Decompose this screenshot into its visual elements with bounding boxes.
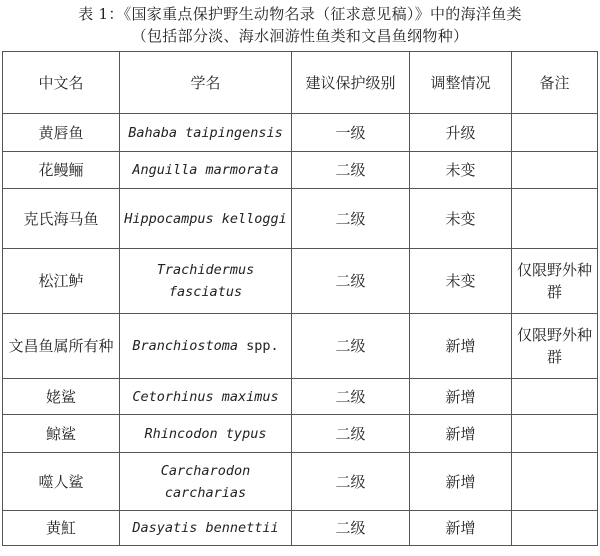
- remarks-cell: [512, 379, 598, 415]
- chinese-name-cell: 松江鲈: [3, 249, 120, 314]
- header-protection-level: 建议保护级别: [292, 52, 410, 114]
- scientific-name-cell: Cetorhinus maximus: [120, 379, 292, 415]
- table-row: [3, 189, 598, 249]
- remarks-cell: 仅限野外种群: [512, 249, 598, 314]
- table-caption-title: 表 1：《国家重点保护野生动物名录（征求意见稿）》中的海洋鱼类: [78, 5, 522, 23]
- protection-level-cell: 二级: [292, 415, 410, 453]
- adjustment-cell: 未变: [410, 189, 512, 249]
- protection-level-cell: 二级: [292, 189, 410, 249]
- table-row: [3, 415, 598, 453]
- table-caption-subtitle: （包括部分淡、海水洄游性鱼类和文昌鱼纲物种）: [131, 27, 469, 45]
- chinese-name-cell: 文昌鱼属所有种: [3, 314, 120, 379]
- chinese-name-cell: 克氏海马鱼: [3, 189, 120, 249]
- adjustment-cell: 新增: [410, 314, 512, 379]
- chinese-name-cell: 黄唇鱼: [3, 114, 120, 152]
- table-row: [3, 511, 598, 546]
- chinese-name-cell: 黄魟: [3, 511, 120, 546]
- remarks-cell: [512, 511, 598, 546]
- adjustment-cell: 新增: [410, 379, 512, 415]
- scientific-name-cell: [120, 314, 292, 379]
- scientific-name-cell: Dasyatis bennettii: [120, 511, 292, 546]
- scientific-name-cell: Hippocampus kelloggi: [120, 189, 292, 249]
- header-remarks: 备注: [512, 52, 598, 114]
- scientific-name-cell: Rhincodon typus: [120, 415, 292, 453]
- scientific-name-cell: Anguilla marmorata: [120, 152, 292, 189]
- protected-fish-table: [2, 51, 598, 546]
- chinese-name-cell: 噬人鲨: [3, 453, 120, 511]
- scientific-name-cell: Carcharodon carcharias: [120, 453, 292, 511]
- remarks-cell: [512, 453, 598, 511]
- protection-level-cell: 二级: [292, 249, 410, 314]
- header-scientific-name: 学名: [120, 52, 292, 114]
- adjustment-cell: 未变: [410, 249, 512, 314]
- table-row: [3, 314, 598, 379]
- table-row: [3, 453, 598, 511]
- adjustment-cell: 升级: [410, 114, 512, 152]
- scientific-name-cell: Bahaba taipingensis: [120, 114, 292, 152]
- genus-name: Branchiostoma: [132, 338, 238, 354]
- chinese-name-cell: 姥鲨: [3, 379, 120, 415]
- adjustment-cell: 新增: [410, 453, 512, 511]
- remarks-cell: 仅限野外种群: [512, 314, 598, 379]
- header-adjustment: 调整情况: [410, 52, 512, 114]
- table-row: [3, 152, 598, 189]
- protection-level-cell: 二级: [292, 314, 410, 379]
- protection-level-cell: 二级: [292, 453, 410, 511]
- remarks-cell: [512, 152, 598, 189]
- remarks-cell: [512, 189, 598, 249]
- table-row: [3, 379, 598, 415]
- header-chinese-name: 中文名: [3, 52, 120, 114]
- species-suffix: spp.: [246, 338, 279, 354]
- table-row: [3, 249, 598, 314]
- protection-level-cell: 一级: [292, 114, 410, 152]
- chinese-name-cell: 鲸鲨: [3, 415, 120, 453]
- adjustment-cell: 未变: [410, 152, 512, 189]
- adjustment-cell: 新增: [410, 415, 512, 453]
- scientific-name-cell: Trachidermus fasciatus: [120, 249, 292, 314]
- protection-level-cell: 二级: [292, 152, 410, 189]
- table-header-row: [3, 52, 598, 114]
- adjustment-cell: 新增: [410, 511, 512, 546]
- protection-level-cell: 二级: [292, 379, 410, 415]
- remarks-cell: [512, 114, 598, 152]
- protection-level-cell: 二级: [292, 511, 410, 546]
- remarks-cell: [512, 415, 598, 453]
- table-row: [3, 114, 598, 152]
- chinese-name-cell: 花鳗鲡: [3, 152, 120, 189]
